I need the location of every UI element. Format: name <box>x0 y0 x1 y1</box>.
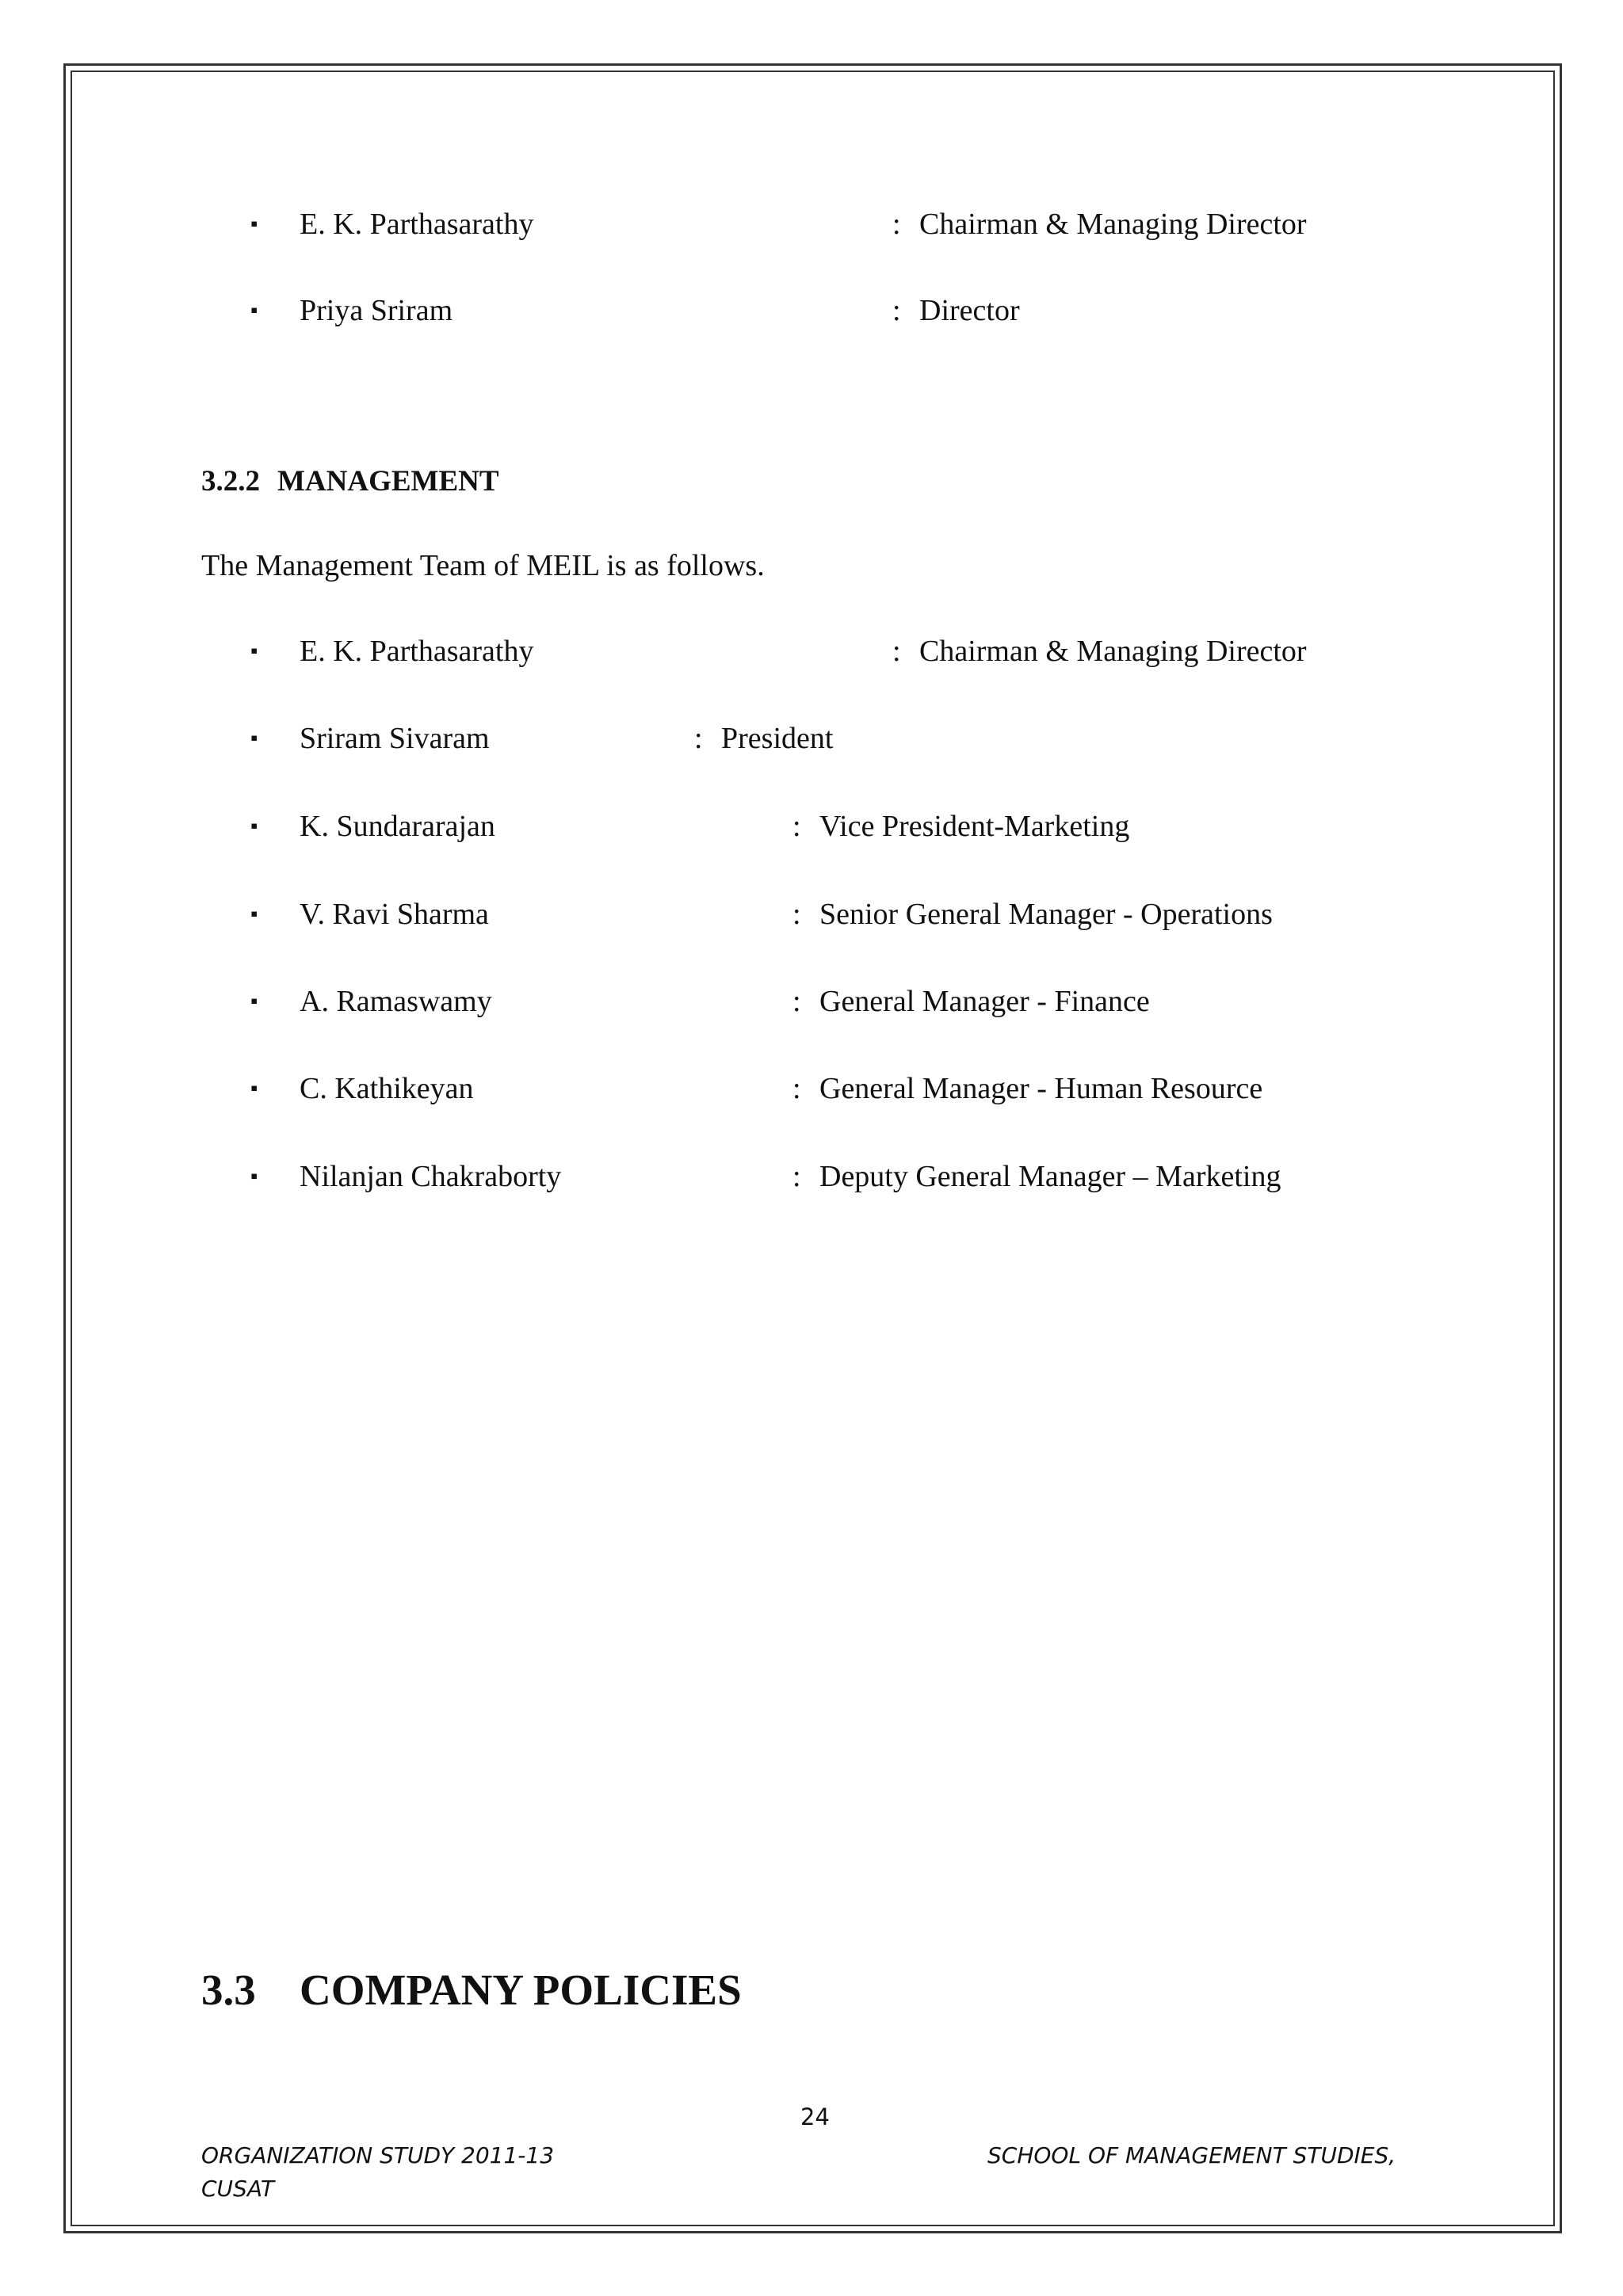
person-name: K. Sundararajan <box>300 810 495 843</box>
page-border-inner <box>71 71 1555 2226</box>
person-role: General Manager - Finance <box>819 985 1150 1018</box>
person-name: E. K. Parthasarathy <box>300 208 534 241</box>
person-role: President <box>721 722 834 755</box>
management-intro: The Management Team of MEIL is as follows. <box>201 549 765 582</box>
colon-separator: : <box>792 1072 801 1105</box>
section-heading-company-policies <box>201 1965 742 2016</box>
section-title: MANAGEMENT <box>277 465 499 498</box>
bullet-icon: ▪ <box>250 902 258 925</box>
person-role: Vice President-Marketing <box>819 810 1130 843</box>
bullet-icon: ▪ <box>250 990 258 1013</box>
colon-separator: : <box>892 208 901 241</box>
person-role: Director <box>919 294 1020 327</box>
colon-separator: : <box>892 635 901 668</box>
colon-separator: : <box>892 294 901 327</box>
colon-separator: : <box>792 985 801 1018</box>
footer-right: SCHOOL OF MANAGEMENT STUDIES, <box>987 2142 1396 2168</box>
person-name: V. Ravi Sharma <box>300 898 489 931</box>
person-name: Sriram Sivaram <box>300 722 490 755</box>
person-name: C. Kathikeyan <box>300 1072 474 1105</box>
colon-separator: : <box>792 898 801 931</box>
bullet-icon: ▪ <box>250 299 258 322</box>
person-role: Deputy General Manager – Marketing <box>819 1160 1281 1193</box>
person-role: Senior General Manager - Operations <box>819 898 1273 931</box>
bullet-icon: ▪ <box>250 639 258 662</box>
bullet-icon: ▪ <box>250 212 258 235</box>
person-role: Chairman & Managing Director <box>919 635 1307 668</box>
person-name: E. K. Parthasarathy <box>300 635 534 668</box>
page-number: 24 <box>800 2103 830 2130</box>
person-name: A. Ramaswamy <box>300 985 492 1018</box>
person-role: Chairman & Managing Director <box>919 208 1307 241</box>
colon-separator: : <box>694 722 703 755</box>
section-number: 3.3 <box>201 1966 256 2014</box>
colon-separator: : <box>792 810 801 843</box>
bullet-icon: ▪ <box>250 1077 258 1100</box>
footer-bottom: CUSAT <box>201 2176 275 2202</box>
person-name: Nilanjan Chakraborty <box>300 1160 562 1193</box>
section-number: 3.2.2 <box>201 465 260 498</box>
bullet-icon: ▪ <box>250 814 258 837</box>
footer-left: ORGANIZATION STUDY 2011-13 <box>201 2142 555 2168</box>
section-heading-management <box>201 463 499 500</box>
bullet-icon: ▪ <box>250 727 258 749</box>
person-name: Priya Sriram <box>300 294 453 327</box>
section-title: COMPANY POLICIES <box>300 1966 742 2014</box>
colon-separator: : <box>792 1160 801 1193</box>
person-role: General Manager - Human Resource <box>819 1072 1263 1105</box>
bullet-icon: ▪ <box>250 1165 258 1188</box>
